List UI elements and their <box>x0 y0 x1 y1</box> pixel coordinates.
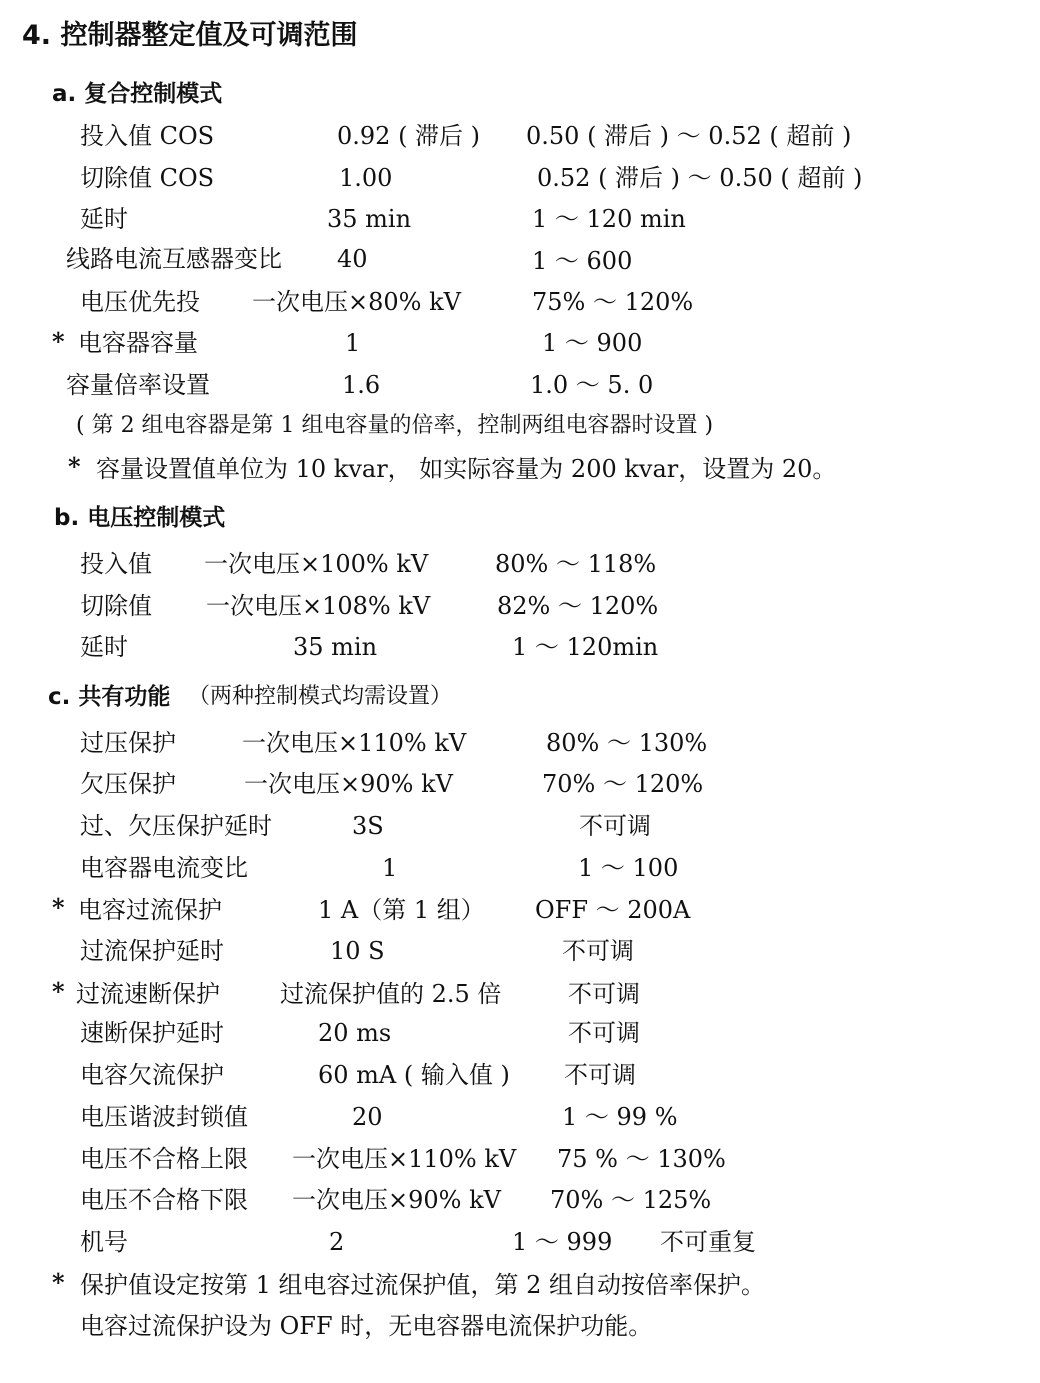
asterisk-marker: * <box>52 1268 65 1297</box>
param-range: 1.0 ～ 5. 0 <box>530 371 654 399</box>
param-value: 20 <box>352 1103 383 1131</box>
param-name: 机号 <box>80 1228 128 1256</box>
param-range: 1 ～ 999 <box>512 1228 613 1256</box>
param-name: 容量倍率设置 <box>66 371 210 399</box>
param-name: 欠压保护 <box>80 770 176 798</box>
param-name: 过流速断保护 <box>76 980 220 1008</box>
section-c-heading-note: （两种控制模式均需设置） <box>188 684 453 709</box>
param-range: 75% ～ 120% <box>532 288 694 316</box>
param-value: 3S <box>352 812 384 840</box>
param-value: 1 A（第 1 组） <box>318 896 485 924</box>
param-name: 电压不合格下限 <box>80 1186 248 1214</box>
param-range: 不可调 <box>579 812 651 840</box>
param-range: 0.52 ( 滞后 ) ～ 0.50 ( 超前 ) <box>537 164 863 192</box>
param-range: 1 ～ 900 <box>542 329 643 357</box>
param-value: 过流保护值的 2.5 倍 <box>280 980 502 1008</box>
section-a-note: ( 第 2 组电容器是第 1 组电容量的倍率，控制两组电容器时设置 ) <box>76 413 714 438</box>
param-range: 70% ～ 125% <box>550 1186 712 1214</box>
param-name: 电容过流保护 <box>78 896 222 924</box>
section-b-heading: b. 电压控制模式 <box>54 505 226 531</box>
asterisk-marker: * <box>52 893 65 922</box>
param-value: 一次电压×110% kV <box>292 1145 517 1173</box>
param-range: 不可调 <box>564 1061 636 1089</box>
param-value: 35 min <box>293 633 378 661</box>
param-name: 延时 <box>80 205 128 233</box>
param-name: 线路电流互感器变比 <box>66 245 282 273</box>
footnote-text: 保护值设定按第 1 组电容过流保护值，第 2 组自动按倍率保护。 <box>80 1271 766 1299</box>
footnote-text: 电容过流保护设为 OFF 时，无电容器电流保护功能。 <box>80 1312 653 1340</box>
param-range: 82% ～ 120% <box>497 592 659 620</box>
param-range: 1 ～ 100 <box>578 854 679 882</box>
param-name: 切除值 COS <box>80 164 215 192</box>
param-value: 40 <box>337 245 368 273</box>
param-name: 电压不合格上限 <box>80 1145 248 1173</box>
param-name: 电容器电流变比 <box>80 854 248 882</box>
param-range: OFF ～ 200A <box>535 896 691 924</box>
param-name: 投入值 COS <box>80 122 215 150</box>
param-value: 一次电压×90% kV <box>244 770 453 798</box>
param-name: 过流保护延时 <box>80 937 224 965</box>
param-name: 电压谐波封锁值 <box>80 1103 248 1131</box>
param-range: 不可调 <box>562 937 634 965</box>
param-value: 1 <box>345 329 361 357</box>
param-value: 0.92 ( 滞后 ) <box>337 122 481 150</box>
param-value: 一次电压×100% kV <box>204 550 429 578</box>
param-name: 投入值 <box>80 550 152 578</box>
param-range: 不可调 <box>568 1019 640 1047</box>
param-name: 切除值 <box>80 592 152 620</box>
param-name: 过、欠压保护延时 <box>80 812 272 840</box>
param-value: 1.6 <box>342 371 381 399</box>
param-name: 过压保护 <box>80 729 176 757</box>
section-a-heading: a. 复合控制模式 <box>52 81 223 107</box>
asterisk-marker: * <box>52 977 65 1006</box>
param-value: 一次电压×80% kV <box>252 288 461 316</box>
param-name: 速断保护延时 <box>80 1019 224 1047</box>
param-value: 一次电压×110% kV <box>242 729 467 757</box>
param-value: 1.00 <box>339 164 393 192</box>
asterisk-marker: * <box>68 452 81 481</box>
page-title: 4. 控制器整定值及可调范围 <box>22 20 358 51</box>
param-range: 不可调 <box>568 980 640 1008</box>
asterisk-marker: * <box>52 327 65 356</box>
footnote-text: 容量设置值单位为 10 kvar， 如实际容量为 200 kvar，设置为 20。 <box>96 455 837 483</box>
param-name: 电容器容量 <box>78 329 198 357</box>
param-value: 一次电压×90% kV <box>292 1186 501 1214</box>
param-name: 电压优先投 <box>80 288 200 316</box>
param-value: 60 mA ( 输入值 ) <box>318 1061 510 1089</box>
param-value: 20 ms <box>318 1019 392 1047</box>
param-range: 1 ～ 120 min <box>532 205 686 233</box>
param-value: 一次电压×108% kV <box>206 592 431 620</box>
param-name: 延时 <box>80 633 128 661</box>
param-range: 80% ～ 118% <box>495 550 657 578</box>
param-range: 1 ～ 120min <box>512 633 659 661</box>
param-range: 0.50 ( 滞后 ) ～ 0.52 ( 超前 ) <box>526 122 852 150</box>
param-range: 70% ～ 120% <box>542 770 704 798</box>
param-range: 1 ～ 99 % <box>562 1103 678 1131</box>
param-range: 1 ～ 600 <box>532 247 633 275</box>
param-value: 10 S <box>330 937 385 965</box>
param-extra: 不可重复 <box>660 1228 756 1256</box>
param-value: 1 <box>382 854 398 882</box>
param-name: 电容欠流保护 <box>80 1061 224 1089</box>
param-range: 80% ～ 130% <box>546 729 708 757</box>
section-c-heading: c. 共有功能 <box>48 684 171 710</box>
param-value: 2 <box>329 1228 345 1256</box>
param-range: 75 % ～ 130% <box>557 1145 726 1173</box>
param-value: 35 min <box>327 205 412 233</box>
